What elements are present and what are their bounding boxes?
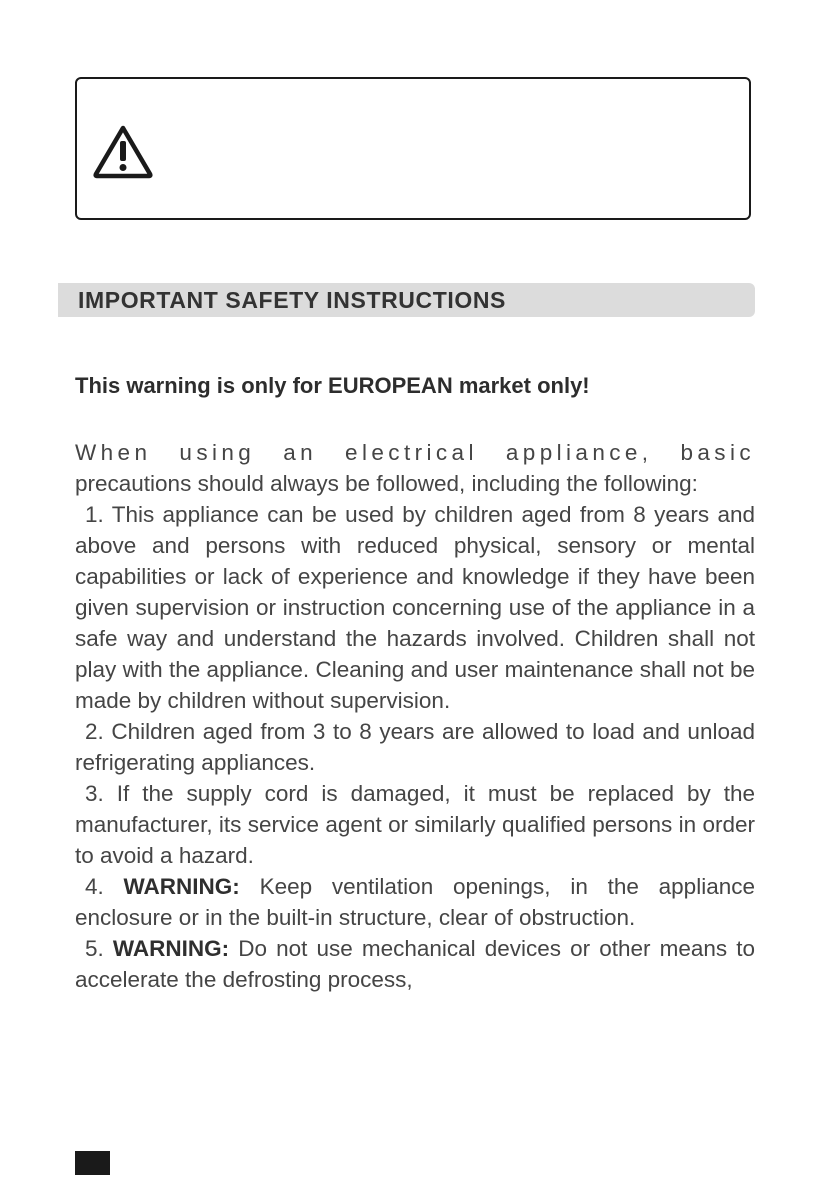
- item-text: This appliance can be used by children aged from 8 years and above and persons with reduced physical, sensory or mental capabilities or lack of experience and knowledge if they have been given supervision or instruction concerning use of the appliance in a safe way and understand the hazards involved. Children shall not play with the appliance. Cleaning and user maintenance shall not be made by children without supervision.: [75, 502, 755, 713]
- item-text: Do not use mechanical devices or other means to accelerate the defrosting process,: [75, 936, 755, 992]
- list-item: [75, 716, 755, 778]
- list-item: [75, 499, 755, 716]
- item-number: 5.: [85, 936, 104, 961]
- list-item: [75, 871, 755, 933]
- item-text: Keep ventilation openings, in the appliance enclosure or in the built-in structure, clear of obstruction.: [75, 874, 755, 930]
- list-item: [75, 778, 755, 871]
- warning-label: WARNING:: [123, 874, 240, 899]
- item-number: 2.: [85, 719, 104, 744]
- item-number: 4.: [85, 874, 104, 899]
- intro-line: When using an electrical appliance, basic: [75, 440, 755, 465]
- page-marker: [75, 1151, 110, 1175]
- warning-triangle-icon: [92, 124, 154, 180]
- warning-label: WARNING:: [112, 936, 230, 961]
- item-text: If the supply cord is damaged, it must be replaced by the manufacturer, its service agent or similarly qualified persons in order to avoid a hazard.: [75, 781, 755, 868]
- market-note: This warning is only for EUROPEAN market only!: [75, 373, 590, 398]
- list-item: [75, 933, 755, 995]
- section-title: IMPORTANT SAFETY INSTRUCTIONS: [58, 283, 755, 317]
- intro-rest: precautions should always be followed, including the following:: [75, 471, 698, 496]
- intro-paragraph: [75, 437, 755, 499]
- body-text: [75, 437, 755, 995]
- item-number: 1.: [85, 502, 104, 527]
- item-text: Children aged from 3 to 8 years are allowed to load and unload refrigerating appliances.: [75, 719, 755, 775]
- warning-box: [75, 77, 751, 220]
- item-number: 3.: [85, 781, 104, 806]
